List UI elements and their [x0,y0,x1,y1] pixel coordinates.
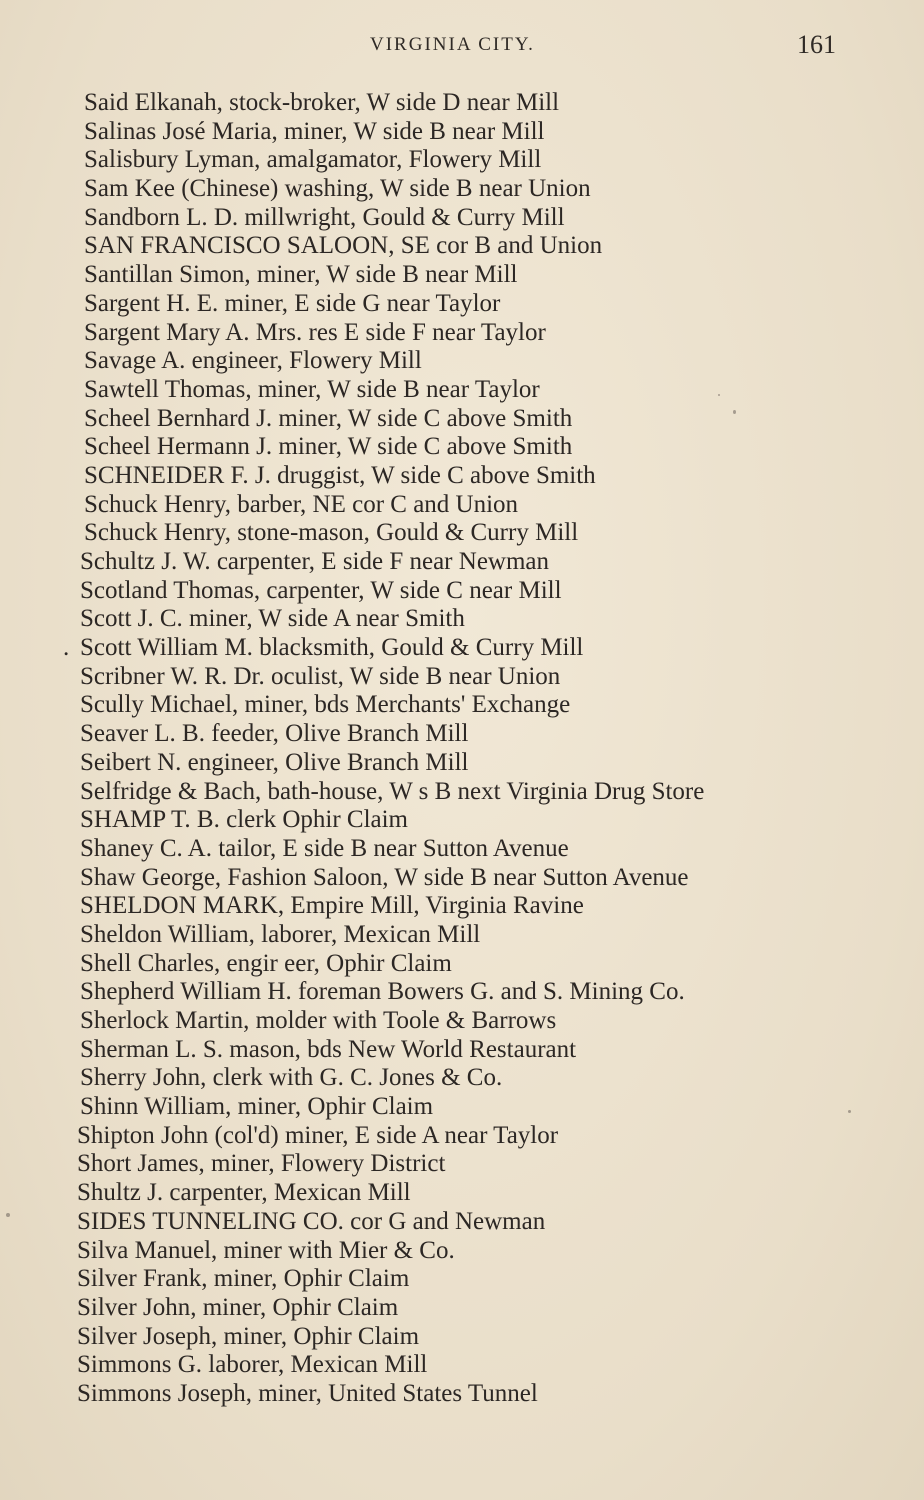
entry-text: Shaney C. A. tailor, E side B near Sutton Avenue [80,834,569,862]
directory-entry [0,605,900,634]
directory-entry [0,950,900,979]
directory-entry [0,175,900,204]
entry-text: Sargent Mary A. Mrs. res E side F near Taylor [84,318,546,346]
directory-entry [0,1064,900,1093]
directory-entry [0,634,900,663]
entry-text: Shipton John (col'd) miner, E side A near Taylor [77,1121,559,1149]
entry-text: Simmons G. laborer, Mexican Mill [77,1351,428,1379]
directory-entry [0,1122,900,1151]
directory-entry [0,663,900,692]
paper-speck [718,394,720,396]
directory-entry [0,778,900,807]
entry-text: Short James, miner, Flowery District [77,1150,446,1178]
entry-text: Silver John, miner, Ophir Claim [77,1293,399,1321]
directory-entry [0,433,900,462]
entry-text: Silva Manuel, miner with Mier & Co. [77,1236,455,1264]
directory-entry [0,1093,900,1122]
directory-entry [0,1351,900,1380]
directory-entry [0,1237,900,1266]
entry-text: Silver Frank, miner, Ophir Claim [77,1265,410,1293]
entry-text: Schultz J. W. carpenter, E side F near Newman [80,548,550,575]
directory-entry [0,319,900,348]
entry-text: SIDES TUNNELING CO. cor G and Newman [77,1207,546,1235]
entry-text: Scott J. C. miner, W side A near Smith [80,605,465,633]
directory-entry [0,892,900,921]
directory-entries [0,89,900,1409]
entry-text: Sawtell Thomas, miner, W side B near Taylor [84,375,540,403]
directory-entry [0,290,900,319]
entry-text: Shinn William, miner, Ophir Claim [80,1093,434,1121]
entry-text: SCHNEIDER F. J. druggist, W side C above Smith [84,461,596,489]
entry-text: Silver Joseph, miner, Ophir Claim [77,1322,420,1350]
entry-text: Scheel Hermann J. miner, W side C above Smith [84,433,573,461]
entry-text: SAN FRANCISCO SALOON, SE cor B and Union [84,232,603,260]
entry-text: Sheldon William, laborer, Mexican Mill [80,920,481,948]
entry-text: Scribner W. R. Dr. oculist, W side B near Union [80,662,561,690]
directory-entry [0,1007,900,1036]
directory-entry [0,1380,900,1409]
paper-speck [6,1213,10,1217]
directory-entry [0,347,900,376]
directory-entry [0,1294,900,1323]
entry-text: Sam Kee (Chinese) washing, W side B near Union [84,175,591,203]
directory-entry [0,204,900,233]
entry-text: Sherry John, clerk with G. C. Jones & Co. [80,1064,503,1092]
directory-entry [0,749,900,778]
entry-text: Scheel Bernhard J. miner, W side C above Smith [84,404,573,432]
margin-dot: . [63,634,70,662]
entry-text: Schuck Henry, barber, NE cor C and Union [84,490,519,518]
directory-entry [0,89,900,118]
directory-entry [0,232,900,261]
directory-entry [0,1036,900,1065]
entry-text: Scully Michael, miner, bds Merchants' Exchange [80,691,571,719]
running-title: VIRGINIA CITY. [370,34,535,55]
page-number: 161 [797,30,836,59]
entry-text: Salisbury Lyman, amalgamator, Flowery Mill [84,146,542,174]
entry-text: Shultz J. carpenter, Mexican Mill [77,1179,411,1207]
paper-speck [733,410,736,414]
entry-text: Scotland Thomas, carpenter, W side C near Mill [80,576,562,604]
entry-text: Said Elkanah, stock-broker, W side D near Mill [84,89,560,116]
entry-text: Sargent H. E. miner, E side G near Taylor [84,289,501,317]
entry-text: Shaw George, Fashion Saloon, W side B near Sutton Avenue [80,863,689,891]
entry-text: Simmons Joseph, miner, United States Tunnel [77,1379,538,1407]
entry-text: SHAMP T. B. clerk Ophir Claim [80,806,409,834]
directory-entry [0,462,900,491]
directory-entry [0,519,900,548]
entry-text: SHELDON MARK, Empire Mill, Virginia Ravine [80,892,584,920]
directory-entry [0,376,900,405]
entry-text: Seaver L. B. feeder, Olive Branch Mill [80,720,469,748]
directory-entry [0,1208,900,1237]
entry-text: Santillan Simon, miner, W side B near Mill [84,261,518,289]
directory-entry [0,806,900,835]
entry-text: Scott William M. blacksmith, Gould & Curry Mill [80,634,584,662]
directory-entry [0,864,900,893]
directory-entry [0,835,900,864]
directory-entry [0,548,900,577]
directory-entry [0,1179,900,1208]
entry-text: Seibert N. engineer, Olive Branch Mill [80,748,469,776]
directory-entry [0,1150,900,1179]
entry-text: Selfridge & Bach, bath-house, W s B next Virginia Drug Store [80,777,705,805]
directory-entry [0,720,900,749]
entry-text: Schuck Henry, stone-mason, Gould & Curry Mill [84,519,579,547]
directory-entry [0,146,900,175]
entry-text: Savage A. engineer, Flowery Mill [84,347,422,375]
directory-entry [0,978,900,1007]
directory-entry [0,1323,900,1352]
directory-entry [0,261,900,290]
entry-text: Shell Charles, engir eer, Ophir Claim [80,949,452,977]
directory-entry [0,691,900,720]
entry-text: Shepherd William H. foreman Bowers G. and S. Mining Co. [80,978,685,1006]
directory-entry [0,491,900,520]
entry-text: Sherman L. S. mason, bds New World Restaurant [80,1035,577,1063]
running-head [0,30,924,60]
entry-text: Sandborn L. D. millwright, Gould & Curry Mill [84,203,565,231]
directory-entry [0,1265,900,1294]
directory-entry [0,118,900,147]
directory-entry [0,405,900,434]
directory-entry [0,577,900,606]
entry-text: Salinas José Maria, miner, W side B near Mill [84,117,545,145]
entry-text: Sherlock Martin, molder with Toole & Barrows [80,1007,557,1034]
paper-speck [848,1110,851,1113]
directory-entry [0,921,900,950]
